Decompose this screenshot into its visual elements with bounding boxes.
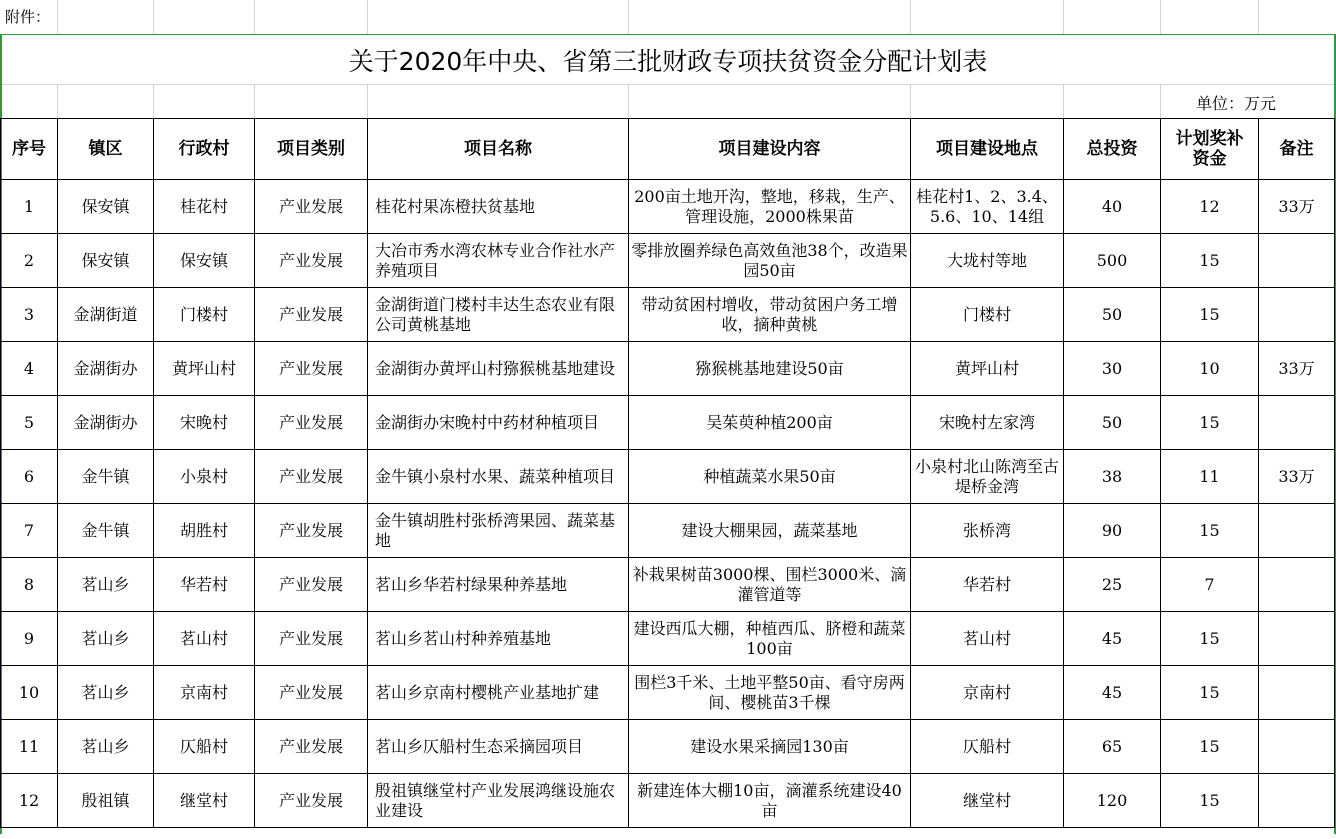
allocation-table [0, 118, 1335, 828]
cell-index[interactable]: 3 [1, 288, 58, 342]
col-header-project-name[interactable]: 项目名称 [368, 119, 629, 180]
cell-content[interactable]: 种植蔬菜水果50亩 [629, 450, 911, 504]
cell-village[interactable]: 仄船村 [154, 720, 255, 774]
cell-index[interactable]: 4 [1, 342, 58, 396]
page-title: 关于2020年中央、省第三批财政专项扶贫资金分配计划表 [348, 47, 988, 76]
unit-label: 单位：万元 [1196, 94, 1277, 113]
cell-remarks[interactable] [1259, 558, 1335, 612]
cell-location[interactable]: 继堂村 [911, 774, 1064, 828]
cell-village[interactable]: 黄坪山村 [154, 342, 255, 396]
cell-category[interactable]: 产业发展 [255, 342, 368, 396]
cell-total-investment[interactable]: 65 [1064, 720, 1161, 774]
cell-remarks[interactable] [1259, 720, 1335, 774]
cell-subsidy[interactable]: 11 [1161, 450, 1259, 504]
col-header-remarks[interactable]: 备注 [1259, 119, 1335, 180]
cell-content[interactable]: 吴茱萸种植200亩 [629, 396, 911, 450]
col-header-location[interactable]: 项目建设地点 [911, 119, 1064, 180]
cell-content[interactable]: 零排放圈养绿色高效鱼池38个，改造果园50亩 [629, 234, 911, 288]
cell-project-name[interactable]: 大冶市秀水湾农林专业合作社水产养殖项目 [368, 234, 629, 288]
cell-village[interactable]: 胡胜村 [154, 504, 255, 558]
cell-index[interactable]: 9 [1, 612, 58, 666]
cell-village[interactable]: 门楼村 [154, 288, 255, 342]
table-row [1, 558, 1335, 612]
cell-remarks[interactable] [1259, 612, 1335, 666]
cell-town[interactable]: 金湖街办 [58, 396, 154, 450]
cell-town[interactable]: 金牛镇 [58, 504, 154, 558]
cell-subsidy[interactable]: 15 [1161, 396, 1259, 450]
cell-subsidy[interactable]: 15 [1161, 234, 1259, 288]
cell-content[interactable]: 建设西瓜大棚，种植西瓜、脐橙和蔬菜100亩 [629, 612, 911, 666]
cell-remarks[interactable] [1259, 396, 1335, 450]
col-header-village[interactable]: 行政村 [154, 119, 255, 180]
cell-category[interactable]: 产业发展 [255, 720, 368, 774]
table-row [1, 342, 1335, 396]
cell-subsidy[interactable]: 7 [1161, 558, 1259, 612]
cell-index[interactable]: 1 [1, 180, 58, 234]
cell-total-investment[interactable]: 45 [1064, 612, 1161, 666]
table-row [1, 666, 1335, 720]
cell-remarks[interactable]: 33万 [1259, 180, 1335, 234]
cell-content[interactable]: 建设大棚果园，蔬菜基地 [629, 504, 911, 558]
cell-town[interactable]: 殷祖镇 [58, 774, 154, 828]
cell-town[interactable]: 茗山乡 [58, 558, 154, 612]
cell-village[interactable]: 宋晚村 [154, 396, 255, 450]
cell-content[interactable]: 建设水果采摘园130亩 [629, 720, 911, 774]
table-row [1, 720, 1335, 774]
cell-subsidy[interactable]: 15 [1161, 720, 1259, 774]
cell-index[interactable]: 2 [1, 234, 58, 288]
cell-location[interactable]: 张桥湾 [911, 504, 1064, 558]
cell-category[interactable]: 产业发展 [255, 774, 368, 828]
cell-content[interactable]: 200亩土地开沟，整地，移栽，生产、管理设施，2000株果苗 [629, 180, 911, 234]
cell-location[interactable]: 门楼村 [911, 288, 1064, 342]
col-header-content[interactable]: 项目建设内容 [629, 119, 911, 180]
cell-category[interactable]: 产业发展 [255, 396, 368, 450]
cell-project-name[interactable]: 茗山乡京南村樱桃产业基地扩建 [368, 666, 629, 720]
cell-project-name[interactable]: 金湖街道门楼村丰达生态农业有限公司黄桃基地 [368, 288, 629, 342]
cell-location[interactable]: 大垅村等地 [911, 234, 1064, 288]
col-header-category[interactable]: 项目类别 [255, 119, 368, 180]
cell-remarks[interactable] [1259, 288, 1335, 342]
cell-total-investment[interactable]: 90 [1064, 504, 1161, 558]
cell-subsidy[interactable]: 10 [1161, 342, 1259, 396]
cell-subsidy[interactable]: 15 [1161, 774, 1259, 828]
cell-project-name[interactable]: 金湖街办黄坪山村猕猴桃基地建设 [368, 342, 629, 396]
table-row [1, 450, 1335, 504]
cell-location[interactable]: 宋晚村左家湾 [911, 396, 1064, 450]
cell-index[interactable]: 6 [1, 450, 58, 504]
cell-project-name[interactable]: 茗山乡华若村绿果种养基地 [368, 558, 629, 612]
cell-category[interactable]: 产业发展 [255, 288, 368, 342]
cell-index[interactable]: 8 [1, 558, 58, 612]
cell-remarks[interactable] [1259, 666, 1335, 720]
cell-remarks[interactable] [1259, 504, 1335, 558]
table-row [1, 774, 1335, 828]
table-row [1, 396, 1335, 450]
cell-location[interactable]: 黄坪山村 [911, 342, 1064, 396]
cell-town[interactable]: 保安镇 [58, 180, 154, 234]
cell-village[interactable]: 华若村 [154, 558, 255, 612]
cell-total-investment[interactable]: 50 [1064, 396, 1161, 450]
cell-project-name[interactable]: 金牛镇胡胜村张桥湾果园、蔬菜基地 [368, 504, 629, 558]
table-row [1, 504, 1335, 558]
cell-project-name[interactable]: 茗山乡仄船村生态采摘园项目 [368, 720, 629, 774]
cell-remarks[interactable] [1259, 234, 1335, 288]
cell-category[interactable]: 产业发展 [255, 612, 368, 666]
cell-town[interactable]: 茗山乡 [58, 666, 154, 720]
cell-town[interactable]: 金牛镇 [58, 450, 154, 504]
cell-index[interactable]: 7 [1, 504, 58, 558]
cell-location[interactable]: 仄船村 [911, 720, 1064, 774]
cell-project-name[interactable]: 殷祖镇继堂村产业发展鸿继设施农业建设 [368, 774, 629, 828]
cell-village[interactable]: 保安镇 [154, 234, 255, 288]
cell-category[interactable]: 产业发展 [255, 234, 368, 288]
cell-category[interactable]: 产业发展 [255, 504, 368, 558]
cell-town[interactable]: 茗山乡 [58, 720, 154, 774]
col-header-index[interactable]: 序号 [1, 119, 58, 180]
cell-category[interactable]: 产业发展 [255, 558, 368, 612]
cell-remarks[interactable] [1259, 774, 1335, 828]
cell-subsidy[interactable]: 15 [1161, 612, 1259, 666]
cell-village[interactable]: 继堂村 [154, 774, 255, 828]
cell-category[interactable]: 产业发展 [255, 180, 368, 234]
attachment-label: 附件： [5, 8, 51, 26]
cell-total-investment[interactable]: 25 [1064, 558, 1161, 612]
cell-village[interactable]: 小泉村 [154, 450, 255, 504]
cell-location[interactable]: 桂花村1、2、3.4、5.6、10、14组 [911, 180, 1064, 234]
cell-content[interactable]: 补栽果树苗3000棵、围栏3000米、滴灌管道等 [629, 558, 911, 612]
col-header-town[interactable]: 镇区 [58, 119, 154, 180]
cell-location[interactable]: 茗山村 [911, 612, 1064, 666]
cell-total-investment[interactable]: 500 [1064, 234, 1161, 288]
cell-location[interactable]: 小泉村北山陈湾至古堤桥金湾 [911, 450, 1064, 504]
cell-content[interactable]: 猕猴桃基地建设50亩 [629, 342, 911, 396]
col-header-subsidy[interactable]: 计划奖补资金 [1161, 119, 1259, 180]
cell-location[interactable]: 华若村 [911, 558, 1064, 612]
cell-total-investment[interactable]: 40 [1064, 180, 1161, 234]
cell-total-investment[interactable]: 120 [1064, 774, 1161, 828]
cell-town[interactable]: 保安镇 [58, 234, 154, 288]
cell-total-investment[interactable]: 30 [1064, 342, 1161, 396]
cell-total-investment[interactable]: 45 [1064, 666, 1161, 720]
cell-project-name[interactable]: 茗山乡茗山村种养殖基地 [368, 612, 629, 666]
cell-subsidy[interactable]: 15 [1161, 504, 1259, 558]
table-row [1, 612, 1335, 666]
cell-project-name[interactable]: 金牛镇小泉村水果、蔬菜种植项目 [368, 450, 629, 504]
cell-village[interactable]: 茗山村 [154, 612, 255, 666]
cell-content[interactable]: 新建连体大棚10亩，滴灌系统建设40亩 [629, 774, 911, 828]
col-header-total-investment[interactable]: 总投资 [1064, 119, 1161, 180]
cell-subsidy[interactable]: 12 [1161, 180, 1259, 234]
cell-index[interactable]: 11 [1, 720, 58, 774]
cell-content[interactable]: 围栏3千米、土地平整50亩、看守房两间、樱桃苗3千棵 [629, 666, 911, 720]
table-row [1, 180, 1335, 234]
cell-village[interactable]: 桂花村 [154, 180, 255, 234]
cell-project-name[interactable]: 金湖街办宋晚村中药材种植项目 [368, 396, 629, 450]
cell-remarks[interactable]: 33万 [1259, 342, 1335, 396]
table-row [1, 288, 1335, 342]
cell-town[interactable]: 茗山乡 [58, 612, 154, 666]
cell-remarks[interactable]: 33万 [1259, 450, 1335, 504]
cell-index[interactable]: 12 [1, 774, 58, 828]
cell-index[interactable]: 10 [1, 666, 58, 720]
cell-project-name[interactable]: 桂花村果冻橙扶贫基地 [368, 180, 629, 234]
cell-category[interactable]: 产业发展 [255, 450, 368, 504]
table-row [1, 234, 1335, 288]
cell-location[interactable]: 京南村 [911, 666, 1064, 720]
cell-town[interactable]: 金湖街道 [58, 288, 154, 342]
cell-town[interactable]: 金湖街办 [58, 342, 154, 396]
cell-total-investment[interactable]: 50 [1064, 288, 1161, 342]
cell-index[interactable]: 5 [1, 396, 58, 450]
cell-subsidy[interactable]: 15 [1161, 288, 1259, 342]
header-row [1, 119, 1335, 180]
cell-category[interactable]: 产业发展 [255, 666, 368, 720]
cell-village[interactable]: 京南村 [154, 666, 255, 720]
cell-subsidy[interactable]: 15 [1161, 666, 1259, 720]
cell-content[interactable]: 带动贫困村增收，带动贫困户务工增收，摘种黄桃 [629, 288, 911, 342]
cell-total-investment[interactable]: 38 [1064, 450, 1161, 504]
